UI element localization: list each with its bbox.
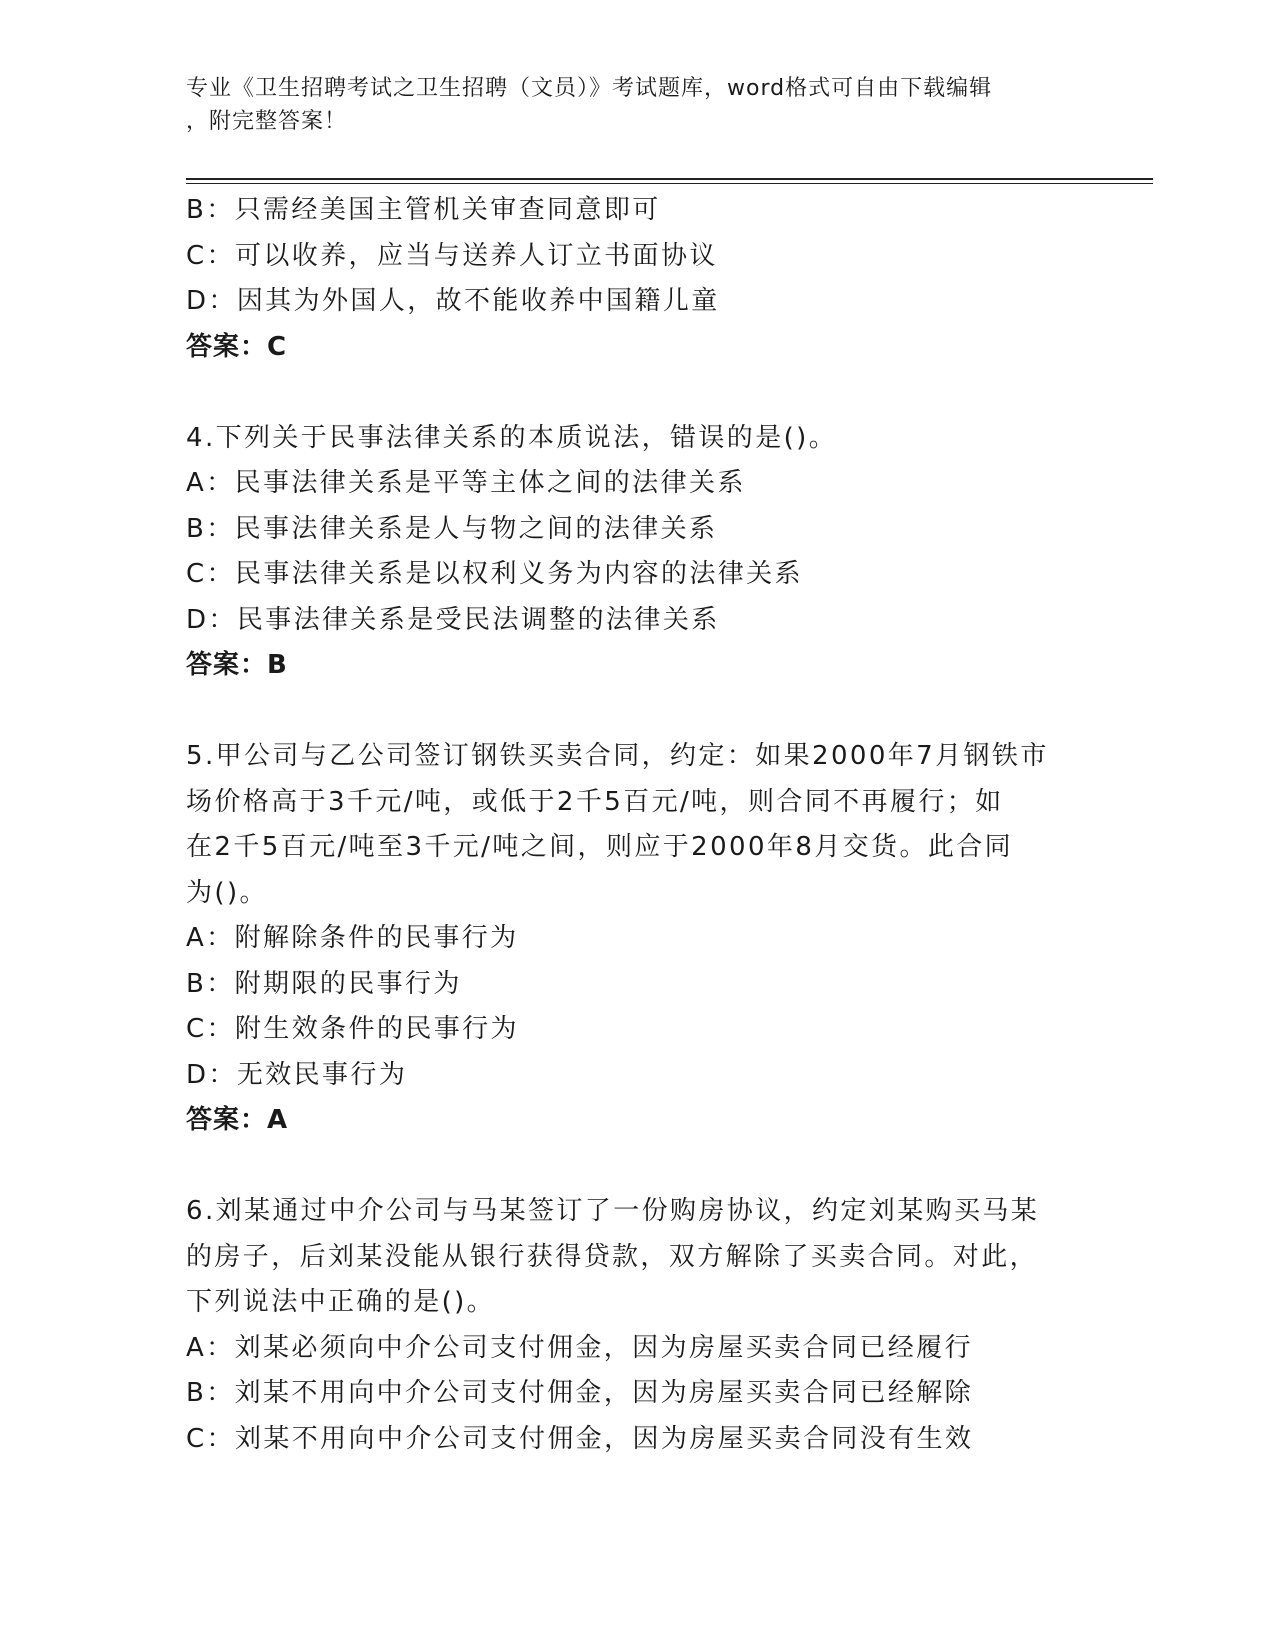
- question-3: [186, 188, 1086, 370]
- question-6-stem-line: 6.刘某通过中介公司与马某签订了一份购房协议，约定刘某购买马某: [186, 1196, 1040, 1226]
- question-4-option-a: A：民事法律关系是平等主体之间的法律关系: [186, 468, 746, 498]
- question-3-option-b: B：只需经美国主管机关审查同意即可: [186, 195, 661, 225]
- question-5-stem-line: 为()。: [186, 877, 268, 908]
- spacer: [186, 1144, 1086, 1190]
- question-5-option-a: A：附解除条件的民事行为: [186, 923, 519, 953]
- header-divider-thick: [186, 178, 1153, 180]
- question-4-option-c: C：民事法律关系是以权利义务为内容的法律关系: [186, 559, 803, 589]
- question-5: [186, 734, 1086, 1144]
- question-3-answer: 答案：C: [186, 331, 288, 362]
- question-6-option-c: C：刘某不用向中介公司支付佣金，因为房屋买卖合同没有生效: [186, 1423, 974, 1454]
- question-4: [186, 416, 1086, 689]
- question-4-option-b: B：民事法律关系是人与物之间的法律关系: [186, 513, 718, 544]
- document-header: [186, 72, 1066, 138]
- question-5-answer: 答案：A: [186, 1105, 289, 1135]
- question-5-option-c: C：附生效条件的民事行为: [186, 1014, 519, 1044]
- question-6-stem-line: 的房子，后刘某没能从银行获得贷款，双方解除了买卖合同。对此，: [186, 1241, 1039, 1272]
- question-5-option-d: D：无效民事行为: [186, 1059, 408, 1090]
- question-3-option-c: C：可以收养，应当与送养人订立书面协议: [186, 240, 718, 271]
- question-6: [186, 1189, 1086, 1462]
- question-4-stem: 4.下列关于民事法律关系的本质说法，错误的是()。: [186, 422, 838, 453]
- question-list: [186, 188, 1086, 1462]
- header-title-line-1: 专业《卫生招聘考试之卫生招聘（文员）》考试题库，word格式可自由下载编辑: [186, 76, 993, 101]
- question-5-stem-line: 5.甲公司与乙公司签订钢铁买卖合同，约定：如果2000年7月钢铁市: [186, 741, 1049, 771]
- question-5-stem-line: 在2千5百元/吨至3千元/吨之间，则应于2000年8月交货。此合同: [186, 832, 1014, 862]
- spacer: [186, 689, 1086, 735]
- question-3-option-d: D：因其为外国人，故不能收养中国籍儿童: [186, 286, 720, 316]
- question-6-option-a: A：刘某必须向中介公司支付佣金，因为房屋买卖合同已经履行: [186, 1332, 973, 1363]
- question-6-stem-line: 下列说法中正确的是()。: [186, 1287, 496, 1317]
- header-divider-thin: [186, 183, 1153, 184]
- question-6-option-b: B：刘某不用向中介公司支付佣金，因为房屋买卖合同已经解除: [186, 1378, 974, 1408]
- question-5-option-b: B：附期限的民事行为: [186, 968, 462, 999]
- header-title-line-2: ，附完整答案！: [186, 109, 348, 134]
- spacer: [186, 370, 1086, 416]
- question-5-stem-line: 场价格高于3千元/吨，或低于2千5百元/吨，则合同不再履行；如: [186, 786, 1004, 817]
- question-4-option-d: D：民事法律关系是受民法调整的法律关系: [186, 604, 720, 635]
- question-4-answer: 答案：B: [186, 650, 288, 680]
